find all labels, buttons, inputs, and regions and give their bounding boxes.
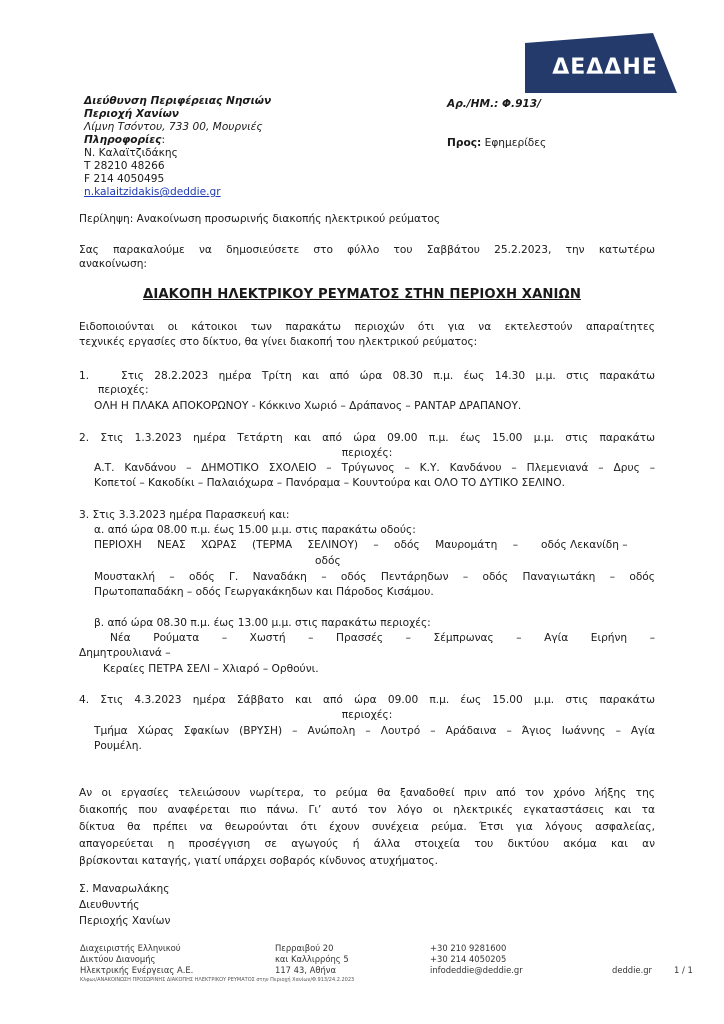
footer-org2: Δικτύου Διανομής (80, 954, 156, 964)
footer-page: 1 / 1 (674, 965, 693, 975)
item2-areas2: Κοπετοί – Κακοδίκι – Παλαιόχωρα – Πανόραμα – Κουντούρα και ΟΛΟ ΤΟ ΔΥΤΙΚΟ ΣΕΛΙΝΟ. (94, 477, 565, 489)
closing-line2: διακοπής που αναφέρεται πιο πάνω. Γι’ αυτό τον λόγο οι ηλεκτρικές εγκαταστάσεις και τα (79, 804, 655, 816)
signature-area: Περιοχής Χανίων (79, 915, 171, 927)
deddie-logo (525, 33, 677, 93)
footer-org1: Διαχειριστής Ελληνικού (80, 943, 181, 953)
info-heading (84, 133, 165, 147)
info-email-link[interactable]: n.kalaitzidakis@deddie.gr (84, 186, 221, 198)
recipient-label: Προς: (447, 137, 482, 149)
item3-a-1b: οδός Λεκανίδη – (541, 539, 628, 551)
footer-tel: +30 210 9281600 (430, 943, 507, 953)
signature-role: Διευθυντής (79, 899, 140, 911)
item2-areas1: Α.Τ. Κανδάνου – ΔΗΜΟΤΙΚΟ ΣΧΟΛΕΙΟ – Τρύγωνος – Κ.Υ. Κανδάνου – Πλεμενιανά – Δρυς – (94, 462, 655, 474)
page-title: ΔΙΑΚΟΠΗ ΗΛΕΚΤΡΙΚΟΥ ΡΕΥΜΑΤΟΣ ΣΤΗΝ ΠΕΡΙΟΧΗ ΧΑΝΙΩΝ (143, 287, 581, 302)
item1-areas: ΟΛΗ Η ΠΛΑΚΑ ΑΠΟΚΟΡΩΝΟΥ - Κόκκινο Χωριό – Δράπανος – ΡΑΝΤΑΡ ΔΡΑΠΑΝΟΥ. (94, 400, 522, 412)
logo-text: ΔΕΔΔΗΕ (552, 55, 658, 80)
item3-a-label: α. από ώρα 08.00 π.μ. έως 15.00 μ.μ. στις παρακάτω οδούς: (94, 524, 416, 536)
sender-line2: Περιοχή Χανίων (84, 108, 180, 120)
sender-address: Λίμνη Τσόντου, 733 00, Μουρνιές (84, 121, 263, 133)
item1-line2: περιοχές: (98, 384, 149, 396)
request-line1 (79, 243, 655, 258)
item3-a-1: ΠΕΡΙΟΧΗ ΝΕΑΣ ΧΩΡΑΣ (ΤΕΡΜΑ ΣΕΛΙΝΟΥ) – οδός Μαυρομάτη – (94, 539, 518, 551)
footer-org3: Ηλεκτρικής Ενέργειας Α.Ε. (80, 965, 194, 975)
info-fax: F 214 4050495 (84, 173, 165, 185)
summary: Περίληψη: Ανακοίνωση προσωρινής διακοπής ηλεκτρικού ρεύματος (79, 213, 441, 225)
footer-email[interactable]: infodeddie@deddie.gr (430, 965, 523, 975)
request-line2: ανακοίνωση: (79, 258, 147, 270)
item3-b-1: Νέα Ρούματα – Χωστή – Πρασσές – Σέμπρωνας – Αγία Ειρήνη – (110, 632, 655, 644)
item3-line1: 3. Στις 3.3.2023 ημέρα Παρασκευή και: (79, 509, 290, 521)
item1-line1: Στις 28.2.2023 ημέρα Τρίτη και από ώρα 08.30 π.μ. έως 14.30 μ.μ. στις παρακάτω (121, 370, 655, 382)
item3-b-3: Κεραίες ΠΕΤΡΑ ΣΕΛΙ – Χλιαρό – Ορθούνι. (103, 663, 319, 675)
item3-b-label: β. από ώρα 08.30 π.μ. έως 13.00 μ.μ. στις παρακάτω περιοχές: (94, 617, 431, 629)
item3-a-2: οδός (315, 555, 341, 567)
intro-line2: τεχνικές εργασίες στο δίκτυο, θα γίνει διακοπή του ηλεκτρικού ρεύματος: (79, 336, 478, 348)
info-phone: Τ 28210 48266 (84, 160, 165, 172)
info-colon: : (161, 134, 166, 146)
closing-line3: δίκτυα θα πρέπει να θεωρούνται ότι έχουν συνέχεια ρεύμα. Έτσι για λόγους ασφαλείας, (79, 821, 655, 833)
item4-line2: περιοχές: (341, 709, 393, 721)
item1-number: 1. (79, 370, 90, 382)
signature-name: Σ. Μαναρωλάκης (79, 883, 170, 895)
request-text: Σας παρακαλούμε να δημοσιεύσετε στο φύλλο του Σαββάτου 25.2.2023, την κατωτέρω (79, 244, 655, 256)
footer-site[interactable]: deddie.gr (612, 965, 653, 975)
item4-areas1: Τμήμα Χώρας Σφακίων (ΒΡΥΣΗ) – Ανώπολη – Λουτρό – Αράδαινα – Άγιος Ιωάννης – Αγία (94, 725, 655, 737)
intro-line1: Ειδοποιούνται οι κάτοικοι των παρακάτω περιοχών ότι για να εκτελεστούν απαραίτητες (79, 321, 655, 333)
footer-file-path: Κλφωι/ΑΝΑΚΟΙΝΩΣΗ ΠΡΟΣΩΡΙΝΗΣ ΔΙΑΚΟΠΗΣ ΗΛΕΚΤΡΙΚΟΥ ΡΕΥΜΑΤΟΣ στην Περιοχή Χανίων/Φ.913/24.2.2023 (80, 977, 355, 983)
footer-fax: +30 214 4050205 (430, 954, 507, 964)
item3-a-4: Πρωτοπαπαδάκη – οδός Γεωργακάκηδων και Πάροδος Κισάμου. (94, 586, 434, 598)
item3-a-3: Μουστακλή – οδός Γ. Ναναδάκη – οδός Πεντάρηδων – οδός Παναγιωτάκη – οδός (94, 571, 655, 583)
item2-line2: περιοχές: (341, 447, 393, 459)
item3-b-2: Δημητρουλιανά – (79, 647, 171, 659)
closing-line4: απαγορεύεται η προσέγγιση σε αγωγούς ή άλλα στοιχεία του δικτύου ακόμα και αν (79, 838, 655, 850)
info-label: Πληροφορίες (84, 134, 162, 146)
footer-addr3: 117 43, Αθήνα (275, 965, 336, 975)
reference-number: Αρ./ΗΜ.: Φ.913/ (447, 98, 542, 110)
sender-line1: Διεύθυνση Περιφέρειας Νησιών (84, 95, 272, 107)
item2-line1: 2. Στις 1.3.2023 ημέρα Τετάρτη και από ώρα 09.00 π.μ. έως 15.00 μ.μ. στις παρακάτω (79, 432, 655, 444)
recipient (447, 136, 546, 150)
closing-line5: βρίσκονται καταγής, γιατί υπάρχει σοβαρός κίνδυνος ατυχήματος. (79, 855, 439, 867)
info-name: Ν. Καλαϊτζιδάκης (84, 147, 178, 159)
closing-line1: Αν οι εργασίες τελειώσουν νωρίτερα, το ρεύμα θα ξαναδοθεί πριν από τον χρόνο λήξης της (79, 787, 655, 799)
recipient-value: Εφημερίδες (484, 137, 547, 149)
footer-addr2: και Καλλιρρόης 5 (275, 954, 349, 964)
item4-areas2: Ρουμέλη. (94, 740, 142, 752)
item4-line1: 4. Στις 4.3.2023 ημέρα Σάββατο και από ώρα 09.00 π.μ. έως 15.00 μ.μ. στις παρακάτω (79, 694, 655, 706)
footer-addr1: Περραιβού 20 (275, 943, 334, 953)
